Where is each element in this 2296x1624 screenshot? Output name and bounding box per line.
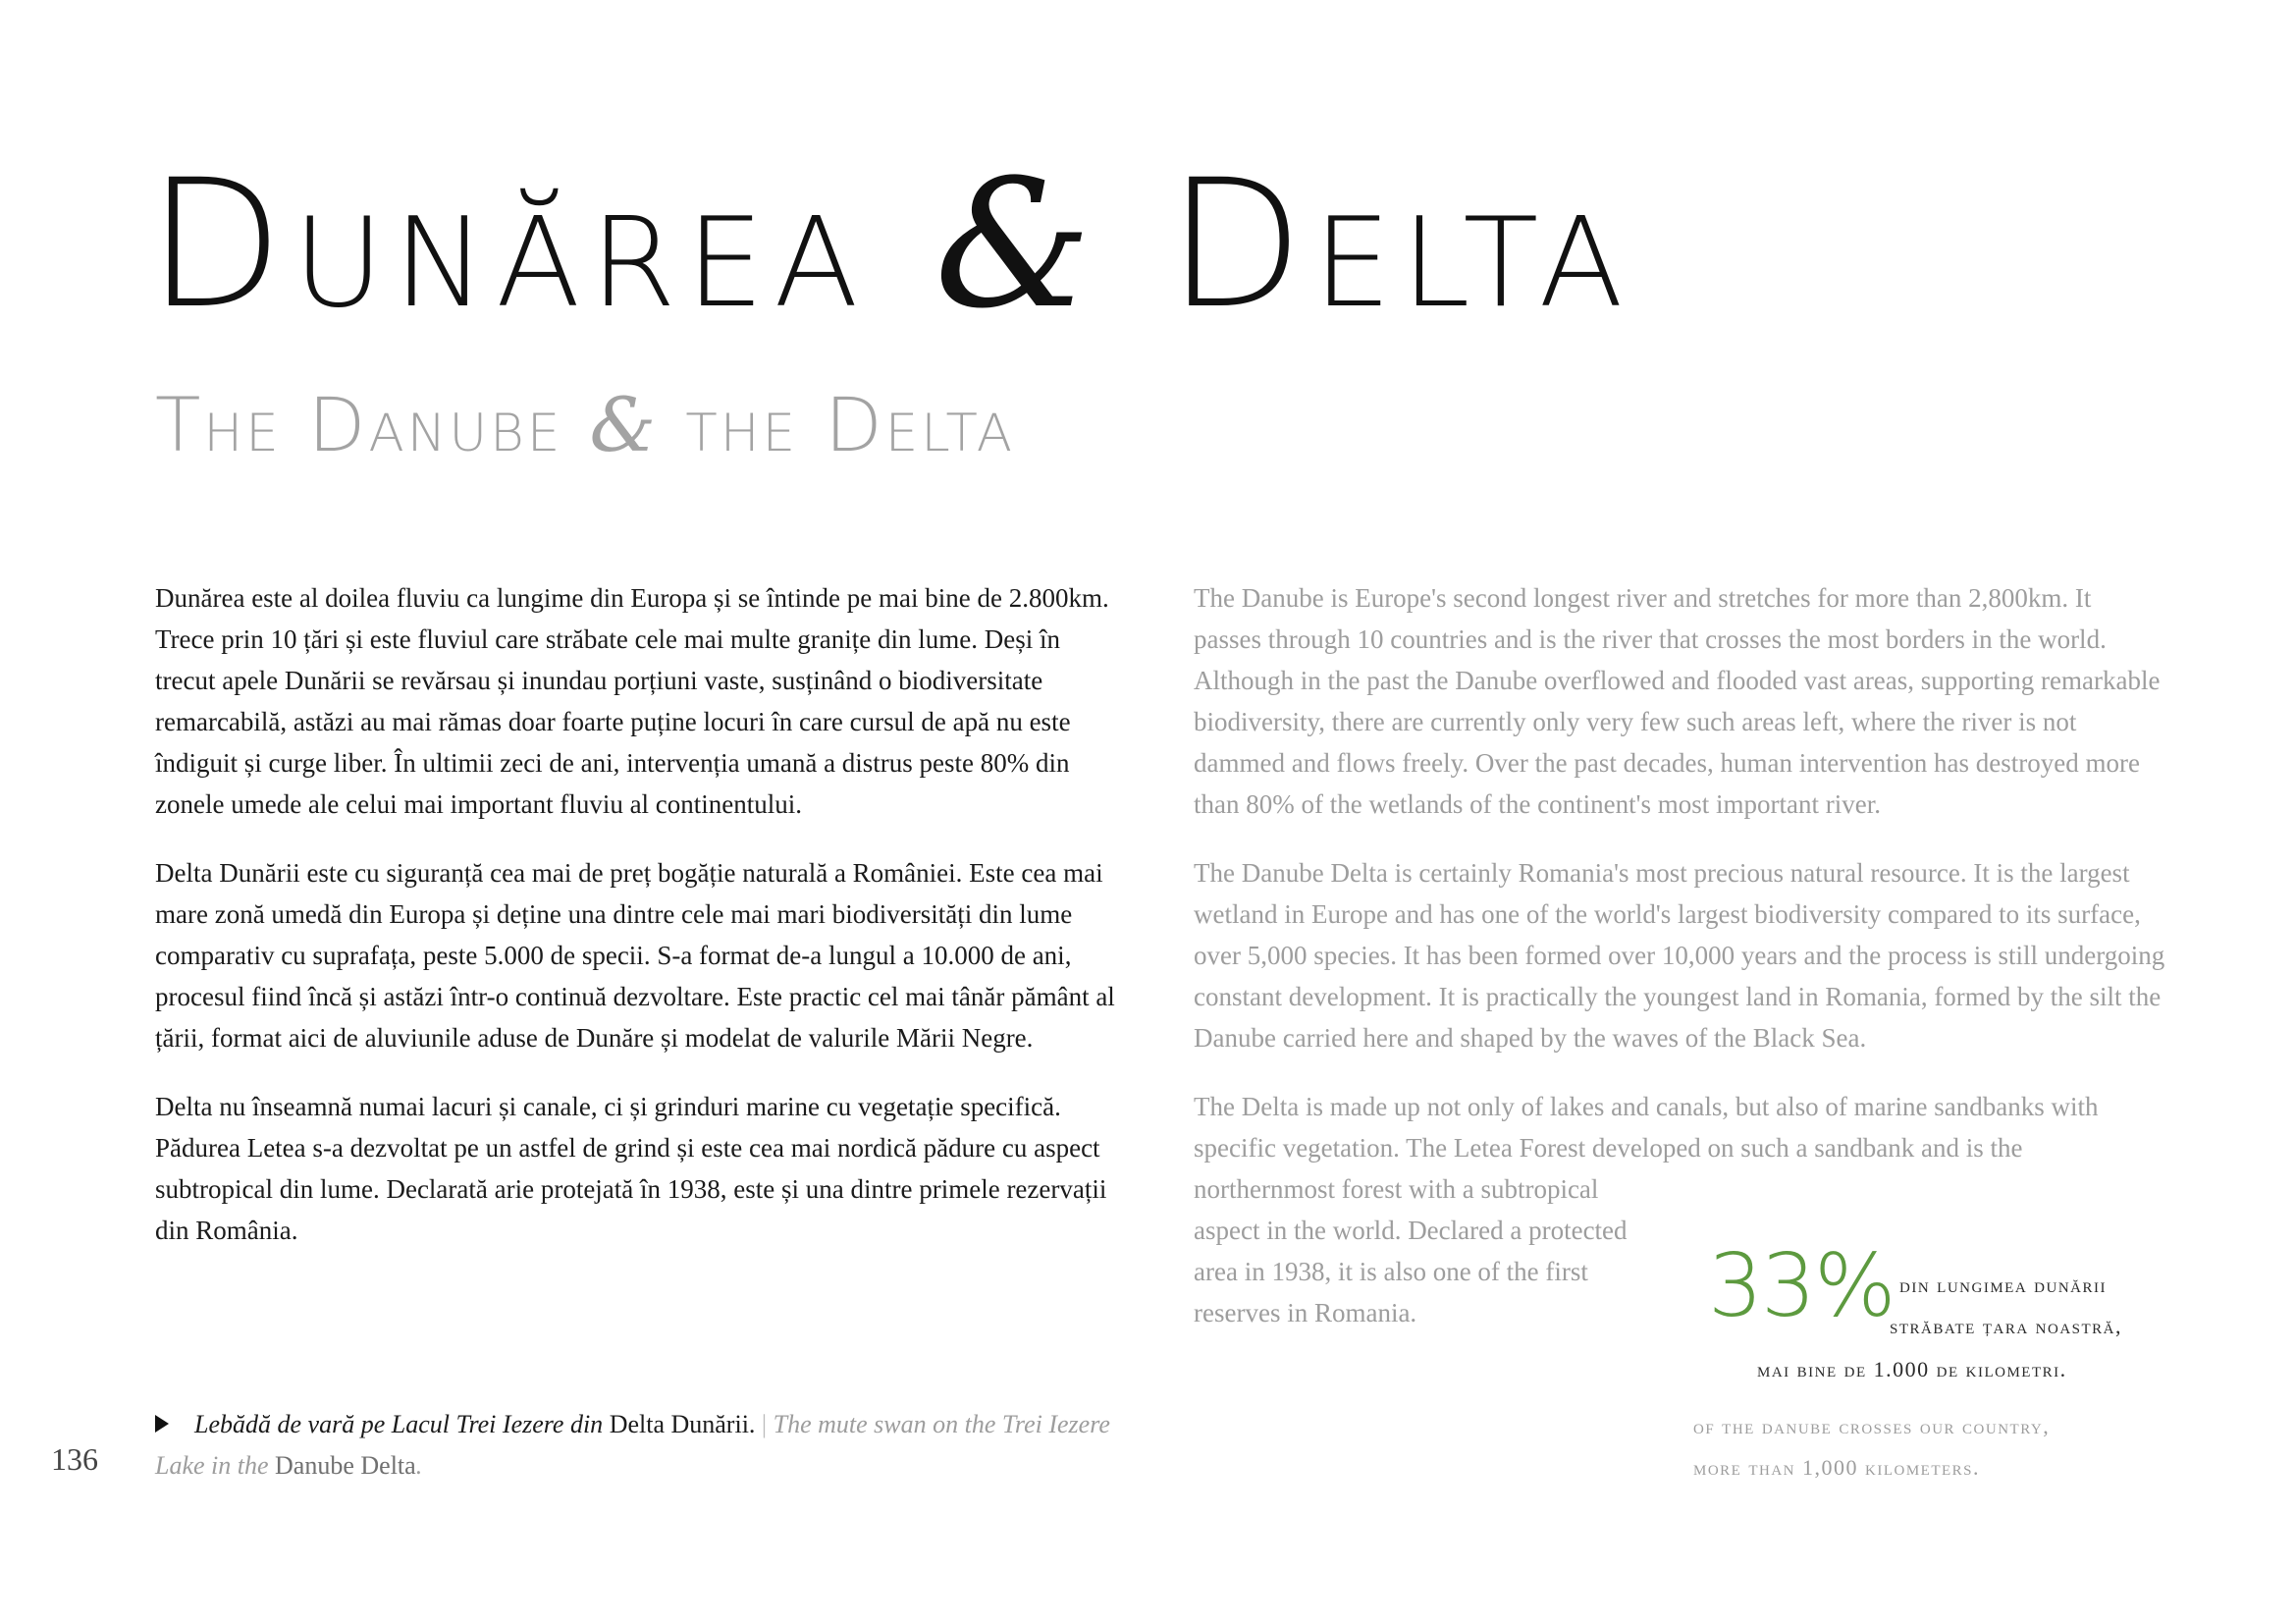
romanian-paragraph-2: Delta Dunării este cu siguranță cea mai de preț bogăție naturală a României. Este cea mai mare zonă umedă din Europa și deține una dintre cele mai mari biodiversități din lume comparativ cu suprafața, peste 5.000 de specii. S-a format de-a lungul a 10.000 de ani, procesul fiind încă și astăzi într-o continuă dezvoltare. Este practic cel mai tânăr pământ al țării, format aici de aluviunile aduse de Dunăre și modelat de valurile Mării Negre. [155,858,1115,1053]
caption-en-text: The mute swan on the Trei Iezere Lake in the [155,1410,1110,1480]
english-paragraph-1: The Danube is Europe's second longest river and stretches for more than 2,800km. It passes through 10 countries and is the river that crosses the most borders in the world. Although in the past the Danube overflowed and flooded vast areas, supporting remarkable biodiversity, there are currently only very few such areas left, where the river is not dammed and flows freely. Over the past decades, human intervention has destroyed more than 80% of the wetlands of the continent's most important river. [1194,583,2161,819]
english-paragraph-2: The Danube Delta is certainly Romania's most precious natural resource. It is the largest wetland in Europe and has one of the world's largest biodiversity compared to its surface, over 5,000 species. It has been formed over 10,000 years and the process is still undergoing constant development. It is practically the youngest land in Romania, formed by the silt the Danube carried here and shaped by the waves of the Black Sea. [1194,858,2165,1053]
romanian-paragraph-1: Dunărea este al doilea fluviu ca lungime din Europa și se întinde pe mai bine de 2.800km. Trece prin 10 țări și este fluviul care străbate cele mai multe granițe din lume. Deși în trecut apele Dunării se revărsau și inundau porțiuni vaste, susținând o biodiversitate remarcabilă, astăzi au mai rămas doar foarte puține locuri în care cursul de apă nu este îndiguit și curge liber. În ultimii zeci de ani, intervenția umană a distrus peste 80% din zonele umede ale celui mai important fluviu al continentului. [155,583,1109,819]
title-part2: Delta [1167,142,1633,348]
caption-en-end: . [415,1451,423,1480]
caption-en-strong: Danube Delta [275,1451,416,1480]
caption-ro-strong: Delta Dunării. [609,1410,756,1438]
stat-ro-line-3: mai bine de 1.000 de kilometri. [1757,1357,2067,1381]
title-part1: Dunărea [147,142,869,348]
english-paragraph-3a: The Delta is made up not only of lakes and canals, but also of marine sandbanks with specific vegetation. The Letea Forest developed on such a sandbank and is the [1194,1092,2099,1163]
stat-en-line-1: of the danube crosses our country, [1693,1414,2051,1438]
page-subtitle [155,381,1015,468]
stat-value: 33% [1708,1235,1895,1336]
page-title [147,142,1633,348]
subtitle-part2: the Delta [685,381,1015,468]
photo-caption [155,1404,1127,1487]
stat-ro-line-1: din lungimea dunării [1899,1272,2107,1297]
subtitle-part1: The Danube [155,381,563,468]
page-number: 136 [51,1441,98,1477]
stat-ro-line-2: străbate țara noastră, [1890,1314,2123,1338]
title-ampersand: & [934,142,1102,348]
romanian-paragraph-3: Delta nu înseamnă numai lacuri și canale, ci și grinduri marine cu vegetație specifică. Pădurea Letea s-a dezvoltat pe un astfel de grind și este cea mai nordică pădure cu aspect subtropical din lume. Declarată arie protejată în 1938, este și una dintre primele rezervații din România. [155,1092,1107,1245]
stat-en-line-2: more than 1,000 kilometers. [1693,1455,1980,1480]
caption-ro-text: Lebădă de vară pe Lacul Trei Iezere din [194,1410,610,1438]
subtitle-ampersand: & [589,381,660,468]
caption-arrow-icon [155,1415,169,1433]
caption-separator: | [761,1410,768,1438]
english-paragraph-3b: northernmost forest with a subtropical aspect in the world. Declared a protected area in 1938, it is also one of the first reserves in Romania. [1194,1174,1628,1327]
english-column [1194,577,2165,1361]
romanian-column [155,577,1122,1278]
